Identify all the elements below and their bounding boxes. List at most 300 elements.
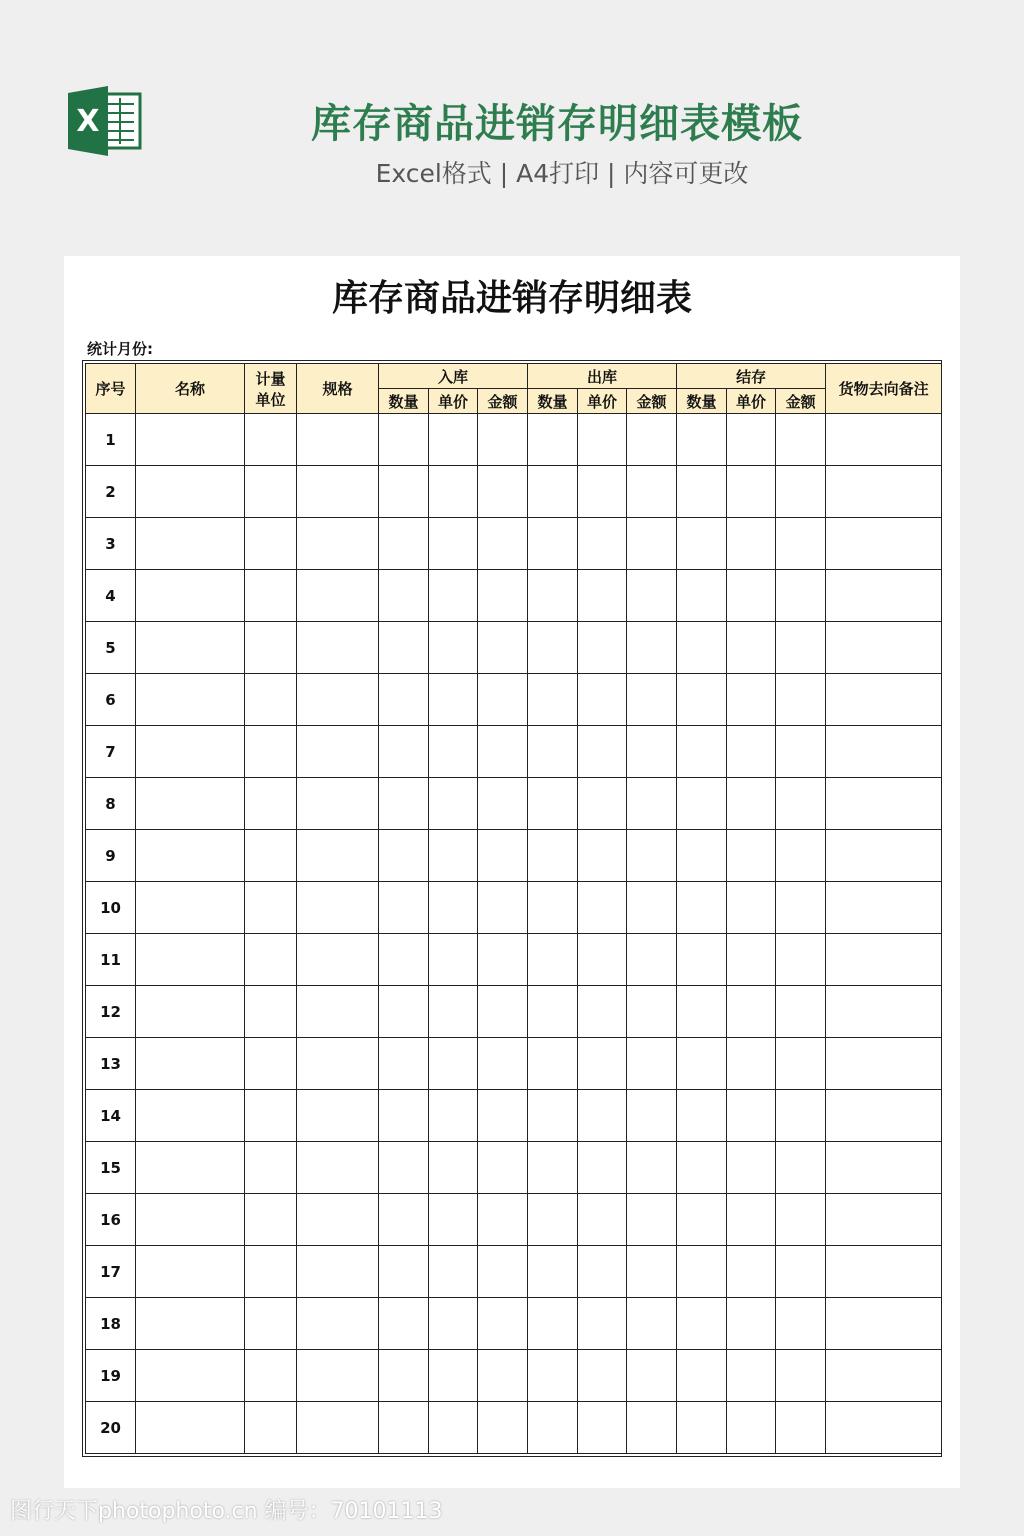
table-cell[interactable]: [627, 830, 677, 882]
table-cell[interactable]: [478, 1142, 528, 1194]
table-cell[interactable]: [627, 1298, 677, 1350]
table-cell[interactable]: [245, 414, 297, 466]
table-cell[interactable]: [379, 622, 429, 674]
table-cell[interactable]: [578, 414, 627, 466]
table-cell[interactable]: [727, 934, 776, 986]
table-cell[interactable]: [429, 466, 478, 518]
table-cell[interactable]: [826, 1038, 942, 1090]
table-cell[interactable]: [297, 986, 379, 1038]
table-cell[interactable]: [776, 1194, 826, 1246]
table-cell[interactable]: [297, 1298, 379, 1350]
table-cell[interactable]: [776, 726, 826, 778]
header-out-amount: 金额: [627, 389, 677, 414]
table-cell[interactable]: [826, 1246, 942, 1298]
table-cell[interactable]: [136, 726, 245, 778]
table-cell[interactable]: [429, 882, 478, 934]
table-cell[interactable]: [727, 1090, 776, 1142]
table-cell[interactable]: [297, 466, 379, 518]
table-cell[interactable]: [478, 1090, 528, 1142]
table-cell[interactable]: [727, 1298, 776, 1350]
table-cell[interactable]: [627, 414, 677, 466]
row-seq-cell: 11: [86, 934, 136, 986]
table-cell[interactable]: [245, 622, 297, 674]
table-cell[interactable]: [297, 726, 379, 778]
table-cell[interactable]: [578, 1298, 627, 1350]
table-cell[interactable]: [297, 1194, 379, 1246]
row-seq-cell: 18: [86, 1298, 136, 1350]
table-cell[interactable]: [826, 674, 942, 726]
table-cell[interactable]: [578, 986, 627, 1038]
table-cell[interactable]: [379, 1142, 429, 1194]
table-cell[interactable]: [677, 1038, 727, 1090]
table-cell[interactable]: [627, 622, 677, 674]
table-cell[interactable]: [478, 1402, 528, 1454]
table-cell[interactable]: [297, 1246, 379, 1298]
table-cell[interactable]: [528, 622, 578, 674]
table-cell[interactable]: [826, 1298, 942, 1350]
table-cell[interactable]: [627, 1246, 677, 1298]
table-cell[interactable]: [826, 570, 942, 622]
header-group-in: 入库: [379, 364, 528, 389]
table-body: [86, 414, 942, 1454]
row-seq-cell: 1: [86, 414, 136, 466]
table-cell[interactable]: [136, 830, 245, 882]
table-cell[interactable]: [727, 726, 776, 778]
table-cell[interactable]: [528, 986, 578, 1038]
table-cell[interactable]: [297, 1402, 379, 1454]
table-cell[interactable]: [136, 1194, 245, 1246]
table-cell[interactable]: [379, 778, 429, 830]
table-cell[interactable]: [627, 570, 677, 622]
table-cell[interactable]: [429, 570, 478, 622]
table-cell[interactable]: [245, 1350, 297, 1402]
row-seq-cell: 17: [86, 1246, 136, 1298]
table-cell[interactable]: [429, 830, 478, 882]
table-row: [86, 674, 942, 726]
table-cell[interactable]: [578, 674, 627, 726]
table-cell[interactable]: [826, 1142, 942, 1194]
table-cell[interactable]: [478, 986, 528, 1038]
table-cell[interactable]: [578, 1142, 627, 1194]
table-cell[interactable]: [776, 1402, 826, 1454]
table-cell[interactable]: [528, 1350, 578, 1402]
table-cell[interactable]: [677, 830, 727, 882]
row-seq-cell: 8: [86, 778, 136, 830]
table-cell[interactable]: [136, 882, 245, 934]
table-cell[interactable]: [379, 830, 429, 882]
table-row: [86, 986, 942, 1038]
excel-logo-letter: X: [76, 104, 100, 139]
table-cell[interactable]: [528, 1298, 578, 1350]
table-cell[interactable]: [776, 1350, 826, 1402]
table-cell[interactable]: [727, 414, 776, 466]
table-cell[interactable]: [627, 1038, 677, 1090]
table-cell[interactable]: [379, 986, 429, 1038]
table-cell[interactable]: [136, 1142, 245, 1194]
header-balance-price: 单价: [727, 389, 776, 414]
table-cell[interactable]: [826, 726, 942, 778]
table-row: [86, 1246, 942, 1298]
table-cell[interactable]: [578, 1350, 627, 1402]
table-cell[interactable]: [136, 622, 245, 674]
table-cell[interactable]: [379, 1402, 429, 1454]
table-cell[interactable]: [627, 466, 677, 518]
table-cell[interactable]: [627, 726, 677, 778]
table-cell[interactable]: [429, 1090, 478, 1142]
row-seq-cell: 14: [86, 1090, 136, 1142]
table-cell[interactable]: [379, 1350, 429, 1402]
table-cell[interactable]: [528, 778, 578, 830]
table-row: [86, 1402, 942, 1454]
table-row: [86, 882, 942, 934]
table-cell[interactable]: [677, 1246, 727, 1298]
table-cell[interactable]: [826, 778, 942, 830]
table-cell[interactable]: [429, 622, 478, 674]
table-cell[interactable]: [826, 1090, 942, 1142]
table-cell[interactable]: [826, 1402, 942, 1454]
table-cell[interactable]: [727, 466, 776, 518]
table-cell[interactable]: [379, 1246, 429, 1298]
table-cell[interactable]: [429, 1350, 478, 1402]
table-cell[interactable]: [776, 570, 826, 622]
table-cell[interactable]: [379, 1038, 429, 1090]
table-cell[interactable]: [528, 570, 578, 622]
table-cell[interactable]: [429, 414, 478, 466]
table-cell[interactable]: [528, 1090, 578, 1142]
table-cell[interactable]: [245, 1090, 297, 1142]
table-cell[interactable]: [379, 1194, 429, 1246]
table-cell[interactable]: [727, 986, 776, 1038]
table-cell[interactable]: [727, 674, 776, 726]
table-cell[interactable]: [627, 986, 677, 1038]
table-cell[interactable]: [776, 414, 826, 466]
table-cell[interactable]: [578, 934, 627, 986]
table-cell[interactable]: [578, 1038, 627, 1090]
table-cell[interactable]: [245, 778, 297, 830]
table-cell[interactable]: [627, 1350, 677, 1402]
table-cell[interactable]: [627, 882, 677, 934]
table-cell[interactable]: [478, 1246, 528, 1298]
table-cell[interactable]: [776, 1246, 826, 1298]
table-cell[interactable]: [776, 882, 826, 934]
table-cell[interactable]: [245, 518, 297, 570]
table-cell[interactable]: [136, 570, 245, 622]
table-cell[interactable]: [578, 466, 627, 518]
row-seq-cell: 19: [86, 1350, 136, 1402]
table-cell[interactable]: [677, 1402, 727, 1454]
table-cell[interactable]: [677, 674, 727, 726]
header-spec: 规格: [297, 364, 379, 414]
table-cell[interactable]: [727, 518, 776, 570]
row-seq-cell: 9: [86, 830, 136, 882]
table-row: [86, 518, 942, 570]
table-cell[interactable]: [578, 1090, 627, 1142]
table-cell[interactable]: [578, 570, 627, 622]
table-cell[interactable]: [776, 1038, 826, 1090]
table-cell[interactable]: [478, 882, 528, 934]
table-cell[interactable]: [136, 1038, 245, 1090]
table-cell[interactable]: [478, 1350, 528, 1402]
table-cell[interactable]: [297, 778, 379, 830]
header-balance-qty: 数量: [677, 389, 727, 414]
table-cell[interactable]: [727, 830, 776, 882]
table-cell[interactable]: [677, 1350, 727, 1402]
table-cell[interactable]: [245, 466, 297, 518]
table-cell[interactable]: [826, 466, 942, 518]
header-group-balance: 结存: [677, 364, 826, 389]
header-unit-line1: 计量: [255, 369, 286, 388]
table-cell[interactable]: [136, 1298, 245, 1350]
table-cell[interactable]: [528, 518, 578, 570]
table-cell[interactable]: [429, 518, 478, 570]
table-cell[interactable]: [379, 674, 429, 726]
table-cell[interactable]: [627, 1142, 677, 1194]
table-cell[interactable]: [379, 1090, 429, 1142]
table-cell[interactable]: [776, 518, 826, 570]
table-cell[interactable]: [826, 414, 942, 466]
table-cell[interactable]: [528, 1142, 578, 1194]
header-name: 名称: [136, 364, 245, 414]
table-cell[interactable]: [136, 1090, 245, 1142]
table-cell[interactable]: [727, 570, 776, 622]
table-cell[interactable]: [245, 726, 297, 778]
table-cell[interactable]: [826, 934, 942, 986]
table-cell[interactable]: [136, 466, 245, 518]
table-cell[interactable]: [727, 1402, 776, 1454]
header-balance-amount: 金额: [776, 389, 826, 414]
table-cell[interactable]: [826, 518, 942, 570]
table-cell[interactable]: [297, 414, 379, 466]
table-cell[interactable]: [776, 1298, 826, 1350]
table-cell[interactable]: [677, 1090, 727, 1142]
table-cell[interactable]: [727, 1142, 776, 1194]
table-cell[interactable]: [297, 1038, 379, 1090]
table-cell[interactable]: [478, 1194, 528, 1246]
table-cell[interactable]: [727, 1350, 776, 1402]
table-cell[interactable]: [245, 882, 297, 934]
table-cell[interactable]: [429, 778, 478, 830]
table-cell[interactable]: [677, 1142, 727, 1194]
table-cell[interactable]: [776, 466, 826, 518]
table-cell[interactable]: [379, 570, 429, 622]
table-cell[interactable]: [478, 778, 528, 830]
table-row: [86, 1350, 942, 1402]
table-cell[interactable]: [528, 830, 578, 882]
table-cell[interactable]: [677, 1194, 727, 1246]
table-row: [86, 570, 942, 622]
table-cell[interactable]: [478, 1038, 528, 1090]
table-cell[interactable]: [776, 986, 826, 1038]
table-cell[interactable]: [578, 1246, 627, 1298]
table-cell[interactable]: [478, 414, 528, 466]
table-cell[interactable]: [627, 934, 677, 986]
table-cell[interactable]: [677, 1298, 727, 1350]
table-cell[interactable]: [776, 622, 826, 674]
table-cell[interactable]: [136, 986, 245, 1038]
table-cell[interactable]: [478, 934, 528, 986]
table-cell[interactable]: [528, 466, 578, 518]
table-cell[interactable]: [429, 934, 478, 986]
table-cell[interactable]: [776, 1142, 826, 1194]
table-cell[interactable]: [136, 1350, 245, 1402]
table-cell[interactable]: [578, 778, 627, 830]
table-cell[interactable]: [297, 1350, 379, 1402]
table-cell[interactable]: [826, 830, 942, 882]
table-cell[interactable]: [136, 518, 245, 570]
table-cell[interactable]: [627, 674, 677, 726]
table-cell[interactable]: [245, 986, 297, 1038]
table-cell[interactable]: [677, 570, 727, 622]
table-cell[interactable]: [727, 882, 776, 934]
table-cell[interactable]: [677, 882, 727, 934]
table-cell[interactable]: [627, 1090, 677, 1142]
table-cell[interactable]: [528, 882, 578, 934]
table-cell[interactable]: [429, 1246, 478, 1298]
table-cell[interactable]: [245, 1402, 297, 1454]
table-cell[interactable]: [776, 830, 826, 882]
table-cell[interactable]: [136, 414, 245, 466]
table-cell[interactable]: [379, 726, 429, 778]
table-cell[interactable]: [776, 1090, 826, 1142]
table-cell[interactable]: [727, 622, 776, 674]
table-cell[interactable]: [429, 1298, 478, 1350]
table-cell[interactable]: [578, 830, 627, 882]
table-cell[interactable]: [379, 1298, 429, 1350]
table-cell[interactable]: [528, 414, 578, 466]
table-cell[interactable]: [627, 778, 677, 830]
table-cell[interactable]: [677, 466, 727, 518]
document-page: [64, 256, 960, 1488]
table-cell[interactable]: [478, 830, 528, 882]
table-cell[interactable]: [297, 570, 379, 622]
table-cell[interactable]: [528, 1246, 578, 1298]
table-cell[interactable]: [478, 570, 528, 622]
table-cell[interactable]: [578, 726, 627, 778]
table-cell[interactable]: [578, 882, 627, 934]
table-cell[interactable]: [578, 1194, 627, 1246]
table-cell[interactable]: [528, 1402, 578, 1454]
table-cell[interactable]: [627, 1402, 677, 1454]
row-seq-cell: 16: [86, 1194, 136, 1246]
table-cell[interactable]: [578, 518, 627, 570]
table-cell[interactable]: [528, 1038, 578, 1090]
table-cell[interactable]: [727, 1038, 776, 1090]
table-cell[interactable]: [429, 1142, 478, 1194]
table-cell[interactable]: [528, 934, 578, 986]
row-seq-cell: 5: [86, 622, 136, 674]
table-cell[interactable]: [528, 1194, 578, 1246]
table-cell[interactable]: [578, 1402, 627, 1454]
table-cell[interactable]: [429, 1194, 478, 1246]
table-cell[interactable]: [677, 934, 727, 986]
table-cell[interactable]: [677, 726, 727, 778]
table-cell[interactable]: [826, 1350, 942, 1402]
header-in-qty: 数量: [379, 389, 429, 414]
table-cell[interactable]: [776, 778, 826, 830]
table-cell[interactable]: [478, 622, 528, 674]
table-cell[interactable]: [136, 674, 245, 726]
table-cell[interactable]: [826, 882, 942, 934]
table-cell[interactable]: [245, 1298, 297, 1350]
table-cell[interactable]: [429, 1402, 478, 1454]
table-cell[interactable]: [379, 518, 429, 570]
table-cell[interactable]: [727, 1194, 776, 1246]
header-out-qty: 数量: [528, 389, 578, 414]
month-label: 统计月份:: [87, 340, 153, 358]
table-cell[interactable]: [297, 622, 379, 674]
table-cell[interactable]: [297, 882, 379, 934]
table-cell[interactable]: [677, 622, 727, 674]
table-cell[interactable]: [429, 1038, 478, 1090]
table-cell[interactable]: [677, 518, 727, 570]
table-cell[interactable]: [478, 1298, 528, 1350]
table-row: [86, 934, 942, 986]
table-cell[interactable]: [627, 1194, 677, 1246]
table-cell[interactable]: [826, 1194, 942, 1246]
table-cell[interactable]: [429, 986, 478, 1038]
table-row: [86, 466, 942, 518]
table-cell[interactable]: [478, 518, 528, 570]
table-cell[interactable]: [136, 1402, 245, 1454]
table-cell[interactable]: [727, 778, 776, 830]
template-title: 库存商品进销存明细表模板: [311, 101, 803, 147]
table-cell[interactable]: [727, 1246, 776, 1298]
table-cell[interactable]: [677, 778, 727, 830]
table-cell[interactable]: [478, 674, 528, 726]
table-cell[interactable]: [379, 934, 429, 986]
table-cell[interactable]: [136, 778, 245, 830]
table-cell[interactable]: [528, 674, 578, 726]
table-cell[interactable]: [379, 414, 429, 466]
table-cell[interactable]: [245, 830, 297, 882]
table-row: [86, 414, 942, 466]
table-cell[interactable]: [297, 1090, 379, 1142]
table-cell[interactable]: [429, 726, 478, 778]
table-cell[interactable]: [245, 570, 297, 622]
table-cell[interactable]: [379, 882, 429, 934]
table-cell[interactable]: [776, 674, 826, 726]
table-cell[interactable]: [297, 830, 379, 882]
table-cell[interactable]: [245, 934, 297, 986]
table-cell[interactable]: [245, 1038, 297, 1090]
table-cell[interactable]: [297, 1142, 379, 1194]
table-cell[interactable]: [826, 986, 942, 1038]
table-cell[interactable]: [677, 414, 727, 466]
table-cell[interactable]: [528, 726, 578, 778]
table-cell[interactable]: [245, 1142, 297, 1194]
row-seq-cell: 15: [86, 1142, 136, 1194]
table-cell[interactable]: [578, 622, 627, 674]
table-cell[interactable]: [379, 466, 429, 518]
table-cell[interactable]: [297, 518, 379, 570]
table-cell[interactable]: [136, 1246, 245, 1298]
table-cell[interactable]: [136, 934, 245, 986]
table-cell[interactable]: [627, 518, 677, 570]
table-cell[interactable]: [245, 1246, 297, 1298]
table-cell[interactable]: [677, 986, 727, 1038]
table-cell[interactable]: [429, 674, 478, 726]
row-seq-cell: 7: [86, 726, 136, 778]
table-cell[interactable]: [826, 622, 942, 674]
table-cell[interactable]: [297, 934, 379, 986]
table-cell[interactable]: [776, 934, 826, 986]
table-cell[interactable]: [478, 726, 528, 778]
table-row: [86, 1038, 942, 1090]
table-cell[interactable]: [245, 674, 297, 726]
table-cell[interactable]: [478, 466, 528, 518]
table-cell[interactable]: [245, 1194, 297, 1246]
table-cell[interactable]: [297, 674, 379, 726]
